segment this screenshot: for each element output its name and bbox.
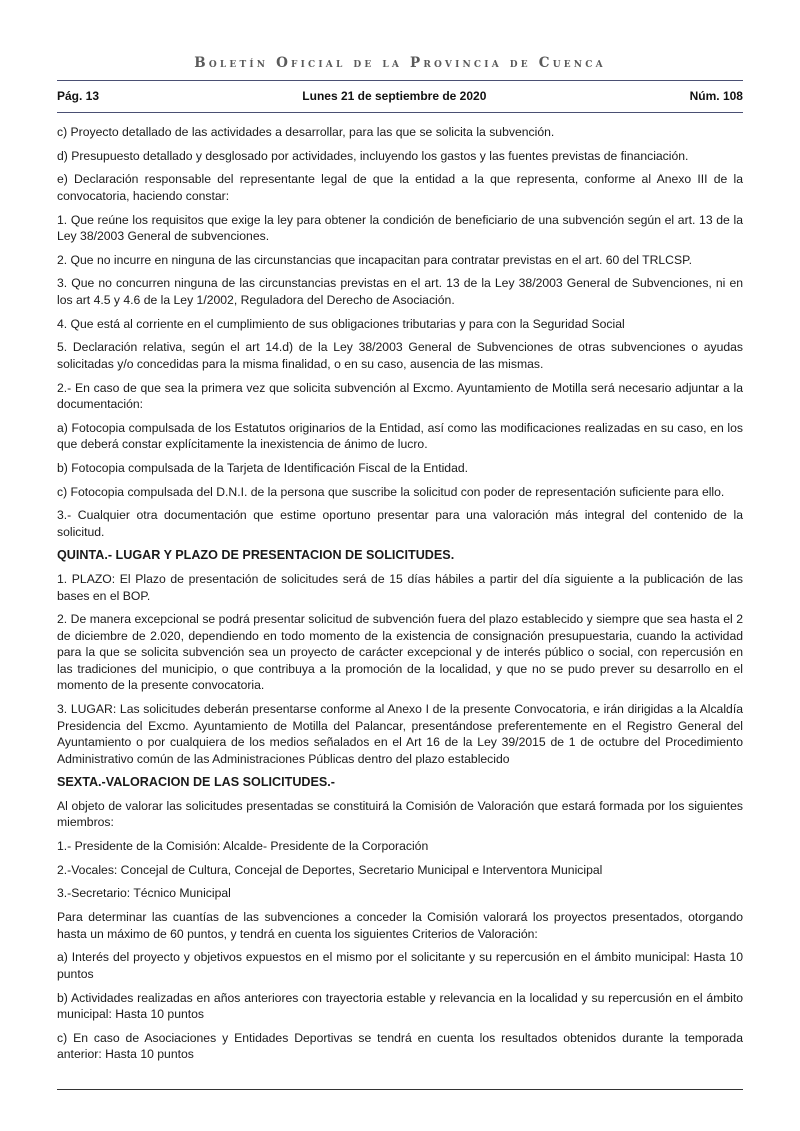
paragraph: 1.- Presidente de la Comisión: Alcalde- Presidente de la Corporación [57,839,429,854]
paragraph: a) Interés del proyecto y objetivos expuestos en el mismo por el solicitante y su repercusión en el ámbito municipal: Hasta 10 puntos [57,950,743,981]
page-header [57,89,743,103]
paragraph: 1. Que reúne los requisitos que exige la ley para obtener la condición de beneficiario de una subvención según el art. 13 de la Ley 38/2003 General de subvenciones. [57,212,743,244]
paragraph: 4. Que está al corriente en el cumplimiento de sus obligaciones tributarias y para con la Seguridad Social [57,316,625,331]
paragraph: c) En caso de Asociaciones y Entidades Deportivas se tendrá en cuenta los resultados obtenidos durante la temporada anterior: Hasta 10 puntos [57,1030,743,1062]
paragraph: c) Fotocopia compulsada del D.N.I. de la persona que suscribe la solicitud con poder de representación suficiente para ello. [57,484,725,499]
paragraph: 5. Declaración relativa, según el art 14.d) de la Ley 38/2003 General de Subvenciones de otras subvenciones o ayudas solicitadas y/o concedidas para la misma finalidad, o en su caso, ausencia de las mismas. [57,340,743,371]
paragraph: Para determinar las cuantías de las subvenciones a conceder la Comisión valorará los proyectos presentados, otorgando hasta un máximo de 60 puntos, y tendrá en cuenta los siguientes Criterios de Valoración: [57,910,743,941]
paragraph: 2.- En caso de que sea la primera vez que solicita subvención al Excmo. Ayuntamiento de Motilla será necesario adjuntar a la documentación: [57,380,743,411]
paragraph: Al objeto de valorar las solicitudes presentadas se constituirá la Comisión de Valoración que estará formada por los siguientes miembros: [57,798,743,830]
paragraph: c) Proyecto detallado de las actividades a desarrollar, para las que se solicita la subvención. [57,125,555,139]
page-number: Pág. 13 [57,89,100,103]
paragraph: 3.-Secretario: Técnico Municipal [57,886,231,901]
issue-date: Lunes 21 de septiembre de 2020 [302,89,487,103]
paragraph: 2. De manera excepcional se podrá presentar solicitud de subvención fuera del plazo establecido y siempre que sea hasta el 2 de diciembre de 2.020, dependiendo en todo momento de la existencia de consignación presupuestaria, cuando la actividad para la que se solicita subvención sea un proyecto de carácter excepcional y de interés público o social, con repercusión en las tradiciones del municipio, o que contribuya a la promoción de la localidad, y que no se pudo prever su desarrollo en el momento de la presente convocatoria. [57,612,743,693]
paragraph: 2.-Vocales: Concejal de Cultura, Concejal de Deportes, Secretario Municipal e Interventora Municipal [57,862,603,877]
issue-number: Núm. 108 [689,89,743,103]
document-body [57,124,743,1070]
bulletin-masthead: Boletín Oficial de la Provincia de Cuenca [194,55,606,71]
paragraph: b) Fotocopia compulsada de la Tarjeta de Identificación Fiscal de la Entidad. [57,460,469,475]
section-heading-quinta: QUINTA.- LUGAR Y PLAZO DE PRESENTACION DE SOLICITUDES. [57,548,455,563]
paragraph: 1. PLAZO: El Plazo de presentación de solicitudes será de 15 días hábiles a partir del día siguiente a la publicación de las bases en el BOP. [57,572,743,603]
section-heading-sexta: SEXTA.-VALORACION DE LAS SOLICITUDES.- [57,775,336,790]
masthead-divider [57,80,743,81]
paragraph: 3. Que no concurren ninguna de las circunstancias previstas en el art. 13 de la Ley 38/2003 General de Subvenciones, ni en los art 4.5 y 4.6 de la Ley 1/2002, Reguladora del Derecho de Asociación. [57,276,743,307]
footer-divider [57,1089,743,1090]
paragraph: d) Presupuesto detallado y desglosado por actividades, incluyendo los gastos y las fuentes previstas de financiación. [57,148,689,163]
paragraph: b) Actividades realizadas en años anteriores con trayectoria estable y relevancia en la localidad y su repercusión en el ámbito municipal: Hasta 10 puntos [57,990,743,1021]
paragraph: 2. Que no incurre en ninguna de las circunstancias que incapacitan para contratar previstas en el art. 60 del TRLCSP. [57,252,693,267]
paragraph: e) Declaración responsable del representante legal de que la entidad a la que representa, conforme al Anexo III de la convocatoria, haciendo constar: [57,172,743,203]
paragraph: 3.- Cualquier otra documentación que estime oportuno presentar para una valoración más integral del contenido de la solicitud. [57,508,743,539]
paragraph: 3. LUGAR: Las solicitudes deberán presentarse conforme al Anexo I de la presente Convocatoria, e irán dirigidas a la Alcaldía Presidencia del Excmo. Ayuntamiento de Motilla del Palancar, presentándose preferentemente en el Registro General del Ayuntamiento o por cualquiera de los medios señalados en el Art 16 de la Ley 39/2015 de 1 de octubre del Procedimiento Administrativo común de las Administraciones Públicas dentro del plazo establecido [57,702,743,766]
header-divider [57,112,743,113]
paragraph: a) Fotocopia compulsada de los Estatutos originarios de la Entidad, así como las modificaciones realizadas en su caso, en los que deberá constar explícitamente la inexistencia de ánimo de lucro. [57,420,743,452]
